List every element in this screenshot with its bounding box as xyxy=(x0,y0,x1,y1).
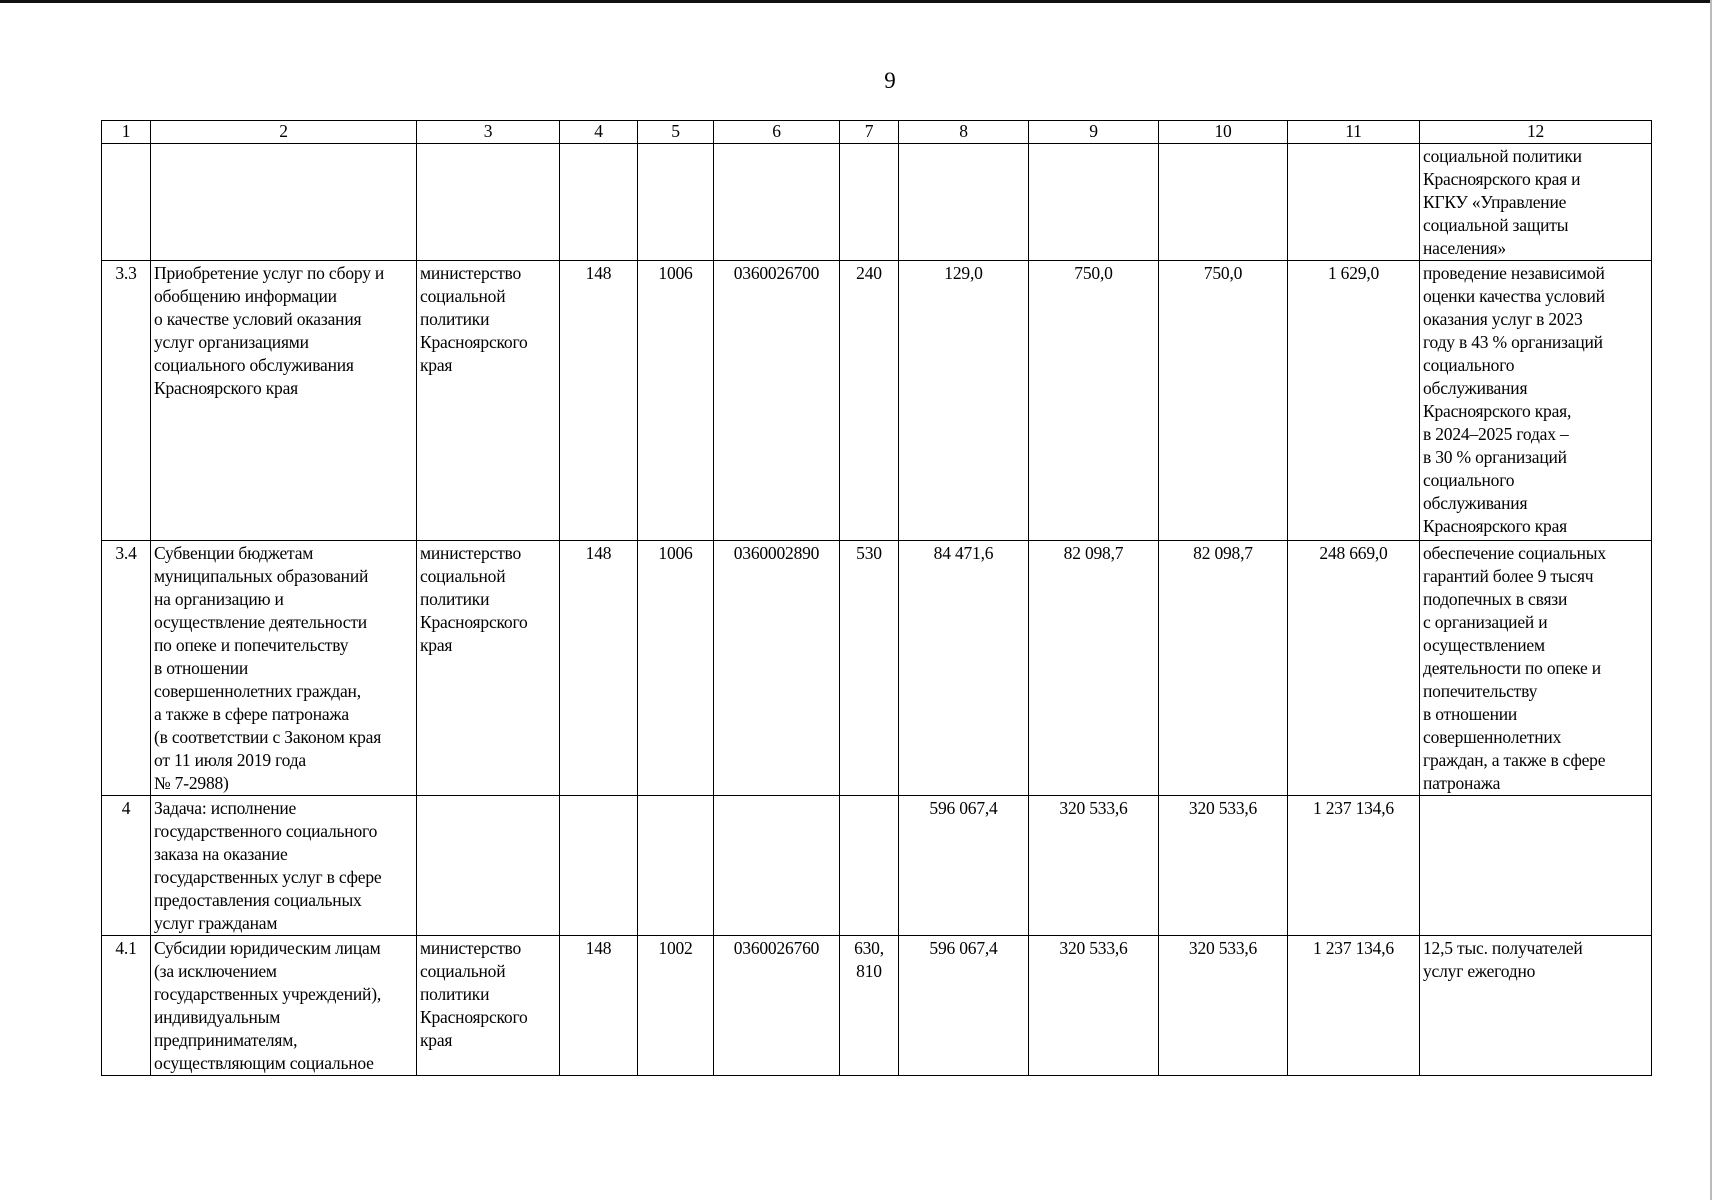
page-number: 9 xyxy=(884,68,896,93)
expected-result: 12,5 тыс. получателей услуг ежегодно xyxy=(1420,936,1652,1076)
expected-result xyxy=(1420,796,1652,936)
column-header: 8 xyxy=(899,121,1029,144)
code-col-4: 148 xyxy=(560,936,638,1076)
row-number: 4 xyxy=(102,796,151,936)
code-col-7 xyxy=(840,144,899,261)
column-header: 5 xyxy=(638,121,714,144)
column-header: 7 xyxy=(840,121,899,144)
activity-name: Задача: исполнение государственного социального заказа на оказание государственных услуг в сфере предоставления социальных услуг гражданам xyxy=(151,796,417,936)
code-col-5: 1006 xyxy=(638,541,714,796)
column-header: 12 xyxy=(1420,121,1652,144)
expected-result: обеспечение социальных гарантий более 9 тысяч подопечных в связи с организацией и осуществлением деятельности по опеке и попечительству в отношении совершеннолетних граждан, а также в сфере патронажа xyxy=(1420,541,1652,796)
code-col-6: 0360026760 xyxy=(714,936,840,1076)
column-header: 11 xyxy=(1288,121,1420,144)
code-col-4 xyxy=(560,144,638,261)
activity-name xyxy=(151,144,417,261)
code-col-6: 0360026700 xyxy=(714,261,840,541)
code-col-4: 148 xyxy=(560,261,638,541)
header-row xyxy=(102,121,1652,144)
value-col-11: 248 669,0 xyxy=(1288,541,1420,796)
code-col-7: 630, 810 xyxy=(840,936,899,1076)
table-row xyxy=(102,261,1652,541)
row-number: 3.4 xyxy=(102,541,151,796)
executor: министерство социальной политики Красноярского края xyxy=(417,541,560,796)
value-col-8 xyxy=(899,144,1029,261)
activity-name: Приобретение услуг по сбору и обобщению информации о качестве условий оказания услуг организациями социального обслуживания Красноярского края xyxy=(151,261,417,541)
table-row xyxy=(102,541,1652,796)
column-header: 10 xyxy=(1159,121,1288,144)
value-col-11: 1 237 134,6 xyxy=(1288,936,1420,1076)
value-col-8: 596 067,4 xyxy=(899,936,1029,1076)
table-row xyxy=(102,144,1652,261)
value-col-8: 596 067,4 xyxy=(899,796,1029,936)
row-number: 3.3 xyxy=(102,261,151,541)
column-header: 4 xyxy=(560,121,638,144)
activity-name: Субсидии юридическим лицам (за исключением государственных учреждений), индивидуальным предпринимателям, осуществляющим социальное xyxy=(151,936,417,1076)
value-col-11 xyxy=(1288,144,1420,261)
code-col-6 xyxy=(714,144,840,261)
value-col-9: 320 533,6 xyxy=(1029,936,1159,1076)
code-col-7 xyxy=(840,796,899,936)
table-row xyxy=(102,796,1652,936)
executor xyxy=(417,144,560,261)
row-number: 4.1 xyxy=(102,936,151,1076)
expected-result: проведение независимой оценки качества условий оказания услуг в 2023 году в 43 % организаций социального обслуживания Красноярского края, в 2024–2025 годах – в 30 % организаций социального обслуживания Красноярского края xyxy=(1420,261,1652,541)
code-col-4: 148 xyxy=(560,541,638,796)
executor: министерство социальной политики Красноярского края xyxy=(417,936,560,1076)
table-row xyxy=(102,936,1652,1076)
code-col-5 xyxy=(638,796,714,936)
scan-top-edge xyxy=(0,0,1712,3)
value-col-10: 320 533,6 xyxy=(1159,796,1288,936)
column-header: 6 xyxy=(714,121,840,144)
value-col-10: 82 098,7 xyxy=(1159,541,1288,796)
code-col-5: 1002 xyxy=(638,936,714,1076)
value-col-9: 82 098,7 xyxy=(1029,541,1159,796)
code-col-6 xyxy=(714,796,840,936)
code-col-6: 0360002890 xyxy=(714,541,840,796)
value-col-9: 320 533,6 xyxy=(1029,796,1159,936)
value-col-11: 1 629,0 xyxy=(1288,261,1420,541)
value-col-10: 750,0 xyxy=(1159,261,1288,541)
value-col-11: 1 237 134,6 xyxy=(1288,796,1420,936)
code-col-7: 530 xyxy=(840,541,899,796)
value-col-9: 750,0 xyxy=(1029,261,1159,541)
value-col-9 xyxy=(1029,144,1159,261)
value-col-8: 84 471,6 xyxy=(899,541,1029,796)
row-number xyxy=(102,144,151,261)
code-col-5 xyxy=(638,144,714,261)
value-col-10 xyxy=(1159,144,1288,261)
executor xyxy=(417,796,560,936)
column-header: 9 xyxy=(1029,121,1159,144)
column-header: 3 xyxy=(417,121,560,144)
code-col-4 xyxy=(560,796,638,936)
value-col-8: 129,0 xyxy=(899,261,1029,541)
executor: министерство социальной политики Красноярского края xyxy=(417,261,560,541)
code-col-7: 240 xyxy=(840,261,899,541)
expected-result: социальной политики Красноярского края и КГКУ «Управление социальной защиты населения» xyxy=(1420,144,1652,261)
activity-name: Субвенции бюджетам муниципальных образований на организацию и осуществление деятельности по опеке и попечительству в отношении совершеннолетних граждан, а также в сфере патронажа (в соответствии с Законом края от 11 июля 2019 года № 7-2988) xyxy=(151,541,417,796)
value-col-10: 320 533,6 xyxy=(1159,936,1288,1076)
column-header: 1 xyxy=(102,121,151,144)
code-col-5: 1006 xyxy=(638,261,714,541)
column-header: 2 xyxy=(151,121,417,144)
program-activities-table xyxy=(101,120,1652,1076)
